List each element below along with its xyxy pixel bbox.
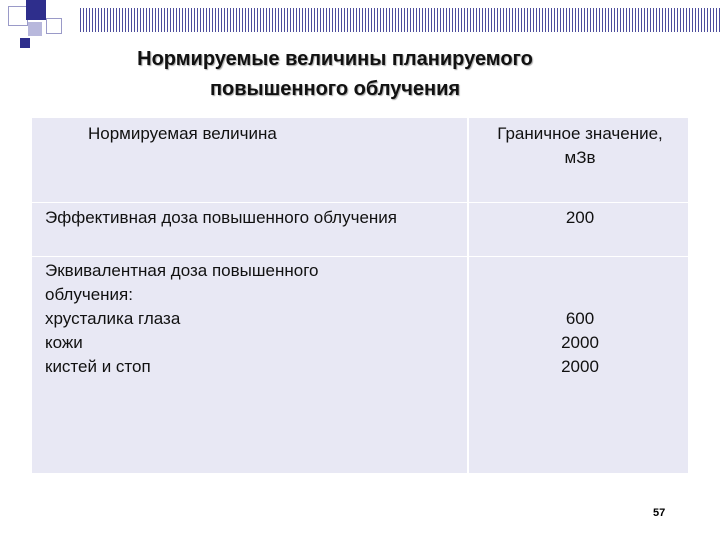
decor-square-2 bbox=[26, 0, 46, 20]
title-line-1: Нормируемые величины планируемого bbox=[137, 48, 533, 70]
page-title bbox=[100, 44, 570, 104]
row-label-line: кожи bbox=[45, 333, 83, 352]
table-row bbox=[32, 256, 688, 474]
decor-square-1 bbox=[8, 6, 28, 26]
decor-square-4 bbox=[46, 18, 62, 34]
row-label bbox=[45, 259, 465, 379]
dose-limits-table bbox=[32, 118, 688, 473]
decor-stripe-bar bbox=[80, 8, 720, 32]
decor-square-5 bbox=[20, 38, 30, 48]
header-cell-quantity: Нормируемая величина bbox=[88, 124, 277, 143]
row-value-line: 2000 bbox=[561, 333, 599, 352]
row-label-line: хрусталика глаза bbox=[45, 309, 181, 328]
row-value bbox=[472, 307, 688, 379]
row-value: 200 bbox=[565, 208, 595, 227]
table-row bbox=[32, 202, 688, 257]
row-value-line: 2000 bbox=[561, 357, 599, 376]
row-label-line: кистей и стоп bbox=[45, 357, 151, 376]
row-label: Эффективная доза повышенного облучения bbox=[45, 208, 398, 227]
row-value-line: 600 bbox=[565, 309, 595, 328]
table-header-row bbox=[32, 118, 688, 202]
header-limit-line-2: мЗв bbox=[564, 148, 596, 167]
header-cell-limit bbox=[472, 122, 688, 170]
page-number: 57 bbox=[653, 507, 666, 519]
row-label-line: облучения: bbox=[45, 285, 133, 304]
header-limit-line-1: Граничное значение, bbox=[497, 124, 663, 143]
decor-square-3 bbox=[28, 22, 42, 36]
row-label-line: Эквивалентная доза повышенного bbox=[45, 261, 319, 280]
title-line-2: повышенного облучения bbox=[209, 78, 461, 100]
